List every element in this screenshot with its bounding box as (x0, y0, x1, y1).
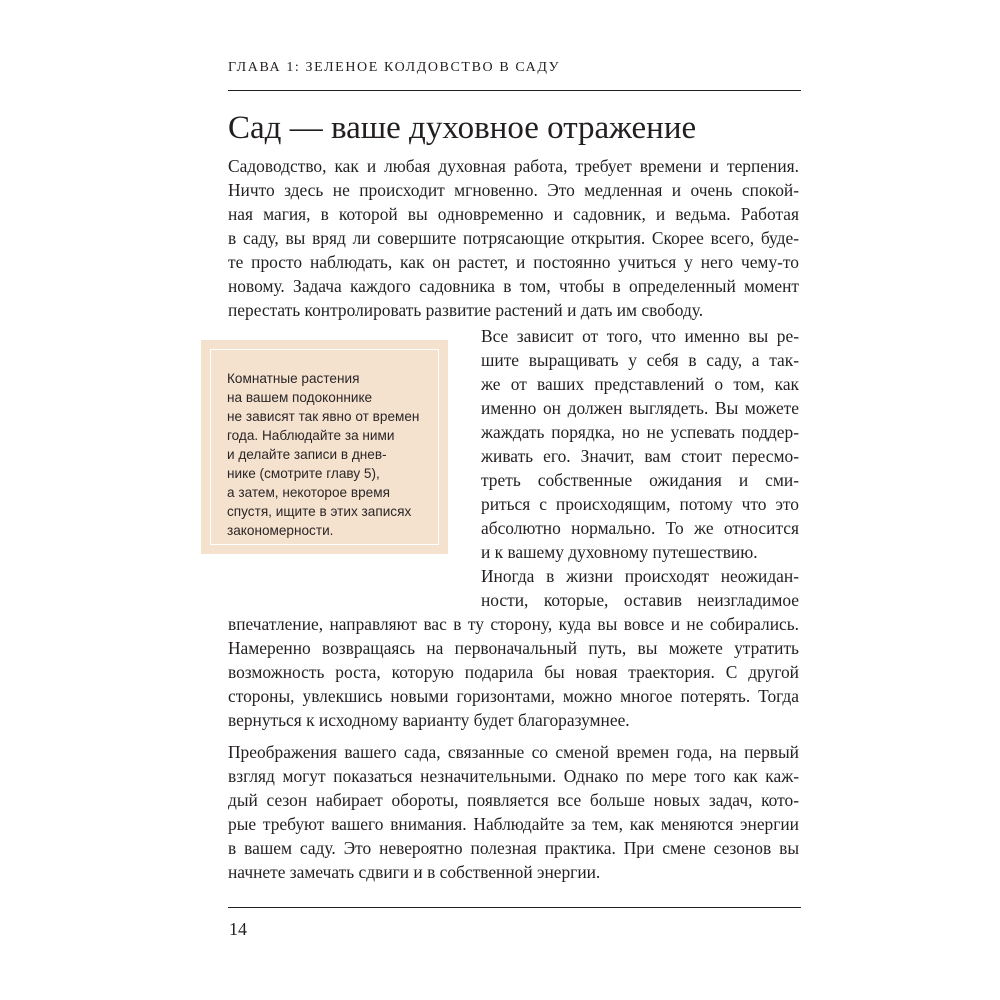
text-line: риться с происходящим, потому что это (481, 494, 799, 514)
text-line: ности, которые, оставив неизгладимое (481, 590, 799, 610)
text-line: рые требуют вашего внимания. Наблюдайте за тем, как меняются энергии (228, 814, 799, 834)
text-line: начнете замечать сдвиги и в собственной энергии. (228, 862, 601, 882)
page-number: 14 (229, 919, 247, 939)
sidebar-line: на вашем подоконнике (227, 390, 373, 405)
text-line: вернуться к исходному варианту будет благоразумнее. (228, 710, 630, 730)
text-line: стороны, увлекшись новыми горизонтами, можно многое потерять. Тогда (228, 686, 799, 706)
text-line: те просто наблюдать, как он растет, и постоянно учиться у него чему-то (228, 252, 799, 272)
text-line: и к вашему духовному путешествию. (481, 542, 758, 562)
text-line: перестать контролировать развитие растений и дать им свободу. (228, 300, 704, 320)
text-line: Все зависит от того, что именно вы ре- (481, 326, 799, 346)
text-line: шите выращивать у себя в саду, а так- (481, 350, 799, 370)
text-line: же от ваших представлений о том, как (481, 374, 799, 394)
footer-rule (228, 907, 801, 908)
text-line: дый сезон набирает обороты, появляется все больше новых задач, кото- (228, 790, 799, 810)
text-line: живать его. Значит, вам стоит пересмо- (481, 446, 799, 466)
sidebar-line: и делайте записи в днев- (227, 447, 387, 462)
text-line: в вашем саду. Это невероятно полезная практика. При смене сезонов вы (228, 838, 799, 858)
text-line: в саду, вы вряд ли совершите потрясающие открытия. Скорее всего, буде- (228, 228, 799, 248)
sidebar-line: года. Наблюдайте за ними (227, 428, 395, 443)
sidebar-line: а затем, некоторое время (227, 485, 390, 500)
sidebar-line: не зависят так явно от времен (227, 409, 420, 424)
text-line: взгляд могут показаться незначительными. Однако по мере того как каж- (228, 766, 799, 786)
text-line: возможность роста, которую подарила бы новая траектория. С другой (228, 662, 799, 682)
text-line: ная магия, в которой вы одновременно и садовник, и ведьма. Работая (228, 204, 799, 224)
sidebar-line: нике (смотрите главу 5), (227, 466, 380, 481)
text-line: абсолютно нормально. То же относится (481, 518, 799, 538)
text-line: впечатление, направляют вас в ту сторону, куда вы вовсе и не собирались. (228, 614, 799, 634)
text-line: Преображения вашего сада, связанные со сменой времен года, на первый (228, 742, 799, 762)
sidebar-line: закономерности. (227, 523, 334, 538)
text-line: треть собственные ожидания и сми- (481, 470, 799, 490)
text-line: Намеренно возвращаясь на первоначальный путь, вы можете утратить (228, 638, 799, 658)
header-rule (228, 90, 801, 91)
text-line: жаждать порядка, но не успевать поддер- (481, 422, 799, 442)
sidebar-note (201, 340, 448, 554)
text-line: именно он должен выглядеть. Вы можете (481, 398, 799, 418)
text-line: Садоводство, как и любая духовная работа, требует времени и терпения. (228, 156, 799, 176)
section-title: Сад — ваше духовное отражение (228, 110, 697, 146)
text-line: Иногда в жизни происходят неожидан- (481, 566, 799, 586)
text-line: Ничто здесь не происходит мгновенно. Это медленная и очень спокой- (228, 180, 799, 200)
running-header: ГЛАВА 1: ЗЕЛЕНОЕ КОЛДОВСТВО В САДУ (228, 60, 561, 75)
sidebar-line: Комнатные растения (227, 371, 360, 386)
text-line: новому. Задача каждого садовника в том, чтобы в определенный момент (228, 276, 799, 296)
sidebar-line: спустя, ищите в этих записях (227, 504, 412, 519)
